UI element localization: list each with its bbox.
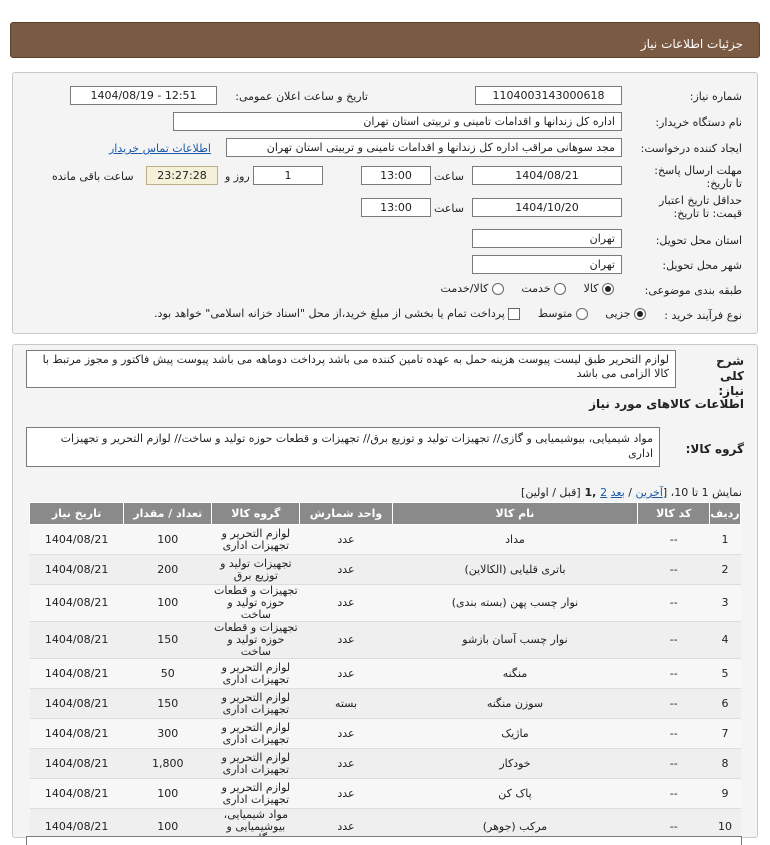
treasury-checkbox[interactable] [508, 308, 520, 320]
item-qty: 150 [124, 622, 212, 659]
announce-label: تاریخ و ساعت اعلان عمومی: [235, 90, 368, 103]
deadline-time-label: ساعت [434, 170, 464, 183]
row-number: 7 [710, 719, 741, 749]
item-code: -- [638, 689, 710, 719]
item-unit: عدد [300, 749, 392, 779]
item-code: -- [638, 809, 710, 845]
item-date: 1404/08/21 [30, 555, 124, 585]
pager-prefix: نمایش 1 تا 10، [ [662, 486, 742, 499]
item-group: لوازم التحریر و تجهیزات اداری [212, 525, 300, 555]
goods-group-label: گروه کالا: [685, 442, 744, 456]
item-unit: عدد [300, 809, 392, 845]
row-number: 5 [710, 659, 741, 689]
table-row[interactable] [30, 749, 741, 779]
col-group: گروه کالا [212, 503, 300, 525]
goods-table [29, 502, 741, 845]
item-name: سوزن منگنه [392, 689, 638, 719]
item-name: مداد [392, 525, 638, 555]
item-qty: 300 [124, 719, 212, 749]
item-unit: عدد [300, 525, 392, 555]
validity-label: حداقل تاریخ اعتبار قیمت: تا تاریخ: [658, 194, 742, 220]
item-code: -- [638, 749, 710, 779]
row-number: 8 [710, 749, 741, 779]
item-group: لوازم التحریر و تجهیزات اداری [212, 689, 300, 719]
deadline-date-field: 1404/08/21 [472, 166, 622, 185]
pager-page-2[interactable]: 2 [600, 486, 608, 499]
item-group: لوازم التحریر و تجهیزات اداری [212, 659, 300, 689]
pager-suffix: [قبل / اولین] [521, 486, 581, 499]
row-number: 4 [710, 622, 741, 659]
page-title: جزئیات اطلاعات نیاز [640, 37, 743, 51]
remaining-label: ساعت باقی مانده [52, 170, 134, 183]
need-number-label: شماره نیاز: [689, 90, 742, 103]
row-number: 3 [710, 585, 741, 622]
item-name: پاک کن [392, 779, 638, 809]
next-section-box [26, 836, 742, 845]
item-date: 1404/08/21 [30, 659, 124, 689]
item-code: -- [638, 659, 710, 689]
col-name: نام کالا [392, 503, 638, 525]
table-row[interactable] [30, 585, 741, 622]
col-qty: تعداد / مقدار [124, 503, 212, 525]
item-unit: عدد [300, 779, 392, 809]
category-service-radio[interactable] [554, 283, 566, 295]
item-qty: 100 [124, 809, 212, 845]
item-group: تجهیزات و قطعات حوزه تولید و ساخت [212, 585, 300, 622]
item-code: -- [638, 555, 710, 585]
days-field: 1 [253, 166, 323, 185]
table-row[interactable] [30, 622, 741, 659]
days-label: روز و [225, 170, 250, 183]
item-qty: 100 [124, 525, 212, 555]
item-qty: 200 [124, 555, 212, 585]
item-qty: 150 [124, 689, 212, 719]
item-date: 1404/08/21 [30, 525, 124, 555]
row-number: 9 [710, 779, 741, 809]
contact-buyer-link[interactable]: اطلاعات تماس خریدار [109, 142, 211, 155]
process-label: نوع فرآیند خرید : [664, 309, 742, 322]
category-goods-service-label: کالا/خدمت [440, 282, 489, 295]
buyer-label: نام دستگاه خریدار: [655, 116, 742, 129]
item-code: -- [638, 585, 710, 622]
item-qty: 100 [124, 779, 212, 809]
row-number: 10 [710, 809, 741, 845]
table-row[interactable] [30, 525, 741, 555]
description-label: شرح کلی نیاز: [716, 354, 744, 398]
item-date: 1404/08/21 [30, 809, 124, 845]
validity-time-label: ساعت [434, 202, 464, 215]
pager-last-link[interactable]: آخرین [635, 486, 663, 499]
buyer-field: اداره کل زندانها و اقدامات تامینی و تربیتی استان تهران [173, 112, 622, 131]
item-unit: بسته [300, 689, 392, 719]
item-code: -- [638, 719, 710, 749]
item-unit: عدد [300, 622, 392, 659]
item-unit: عدد [300, 659, 392, 689]
item-group: لوازم التحریر و تجهیزات اداری [212, 749, 300, 779]
row-number: 2 [710, 555, 741, 585]
table-row[interactable] [30, 689, 741, 719]
item-date: 1404/08/21 [30, 585, 124, 622]
process-options [154, 307, 646, 320]
pager-page-1: ,1 [580, 486, 601, 499]
table-row[interactable] [30, 719, 741, 749]
description-text: لوازم التحریر طبق لیست پیوست هزینه حمل به عهده تامین کننده می باشد پرداخت دوماهه می باشد پیوست پیش فاکتور و مجوز مرتبط با کالا الزامی می باشد [26, 350, 676, 388]
pager-next-link[interactable]: بعد [610, 486, 625, 499]
col-code: کد کالا [638, 503, 710, 525]
process-medium-radio[interactable] [576, 308, 588, 320]
category-goods-radio[interactable] [602, 283, 614, 295]
row-number: 6 [710, 689, 741, 719]
table-row[interactable] [30, 555, 741, 585]
payment-note: پرداخت تمام یا بخشی از مبلغ خرید،از محل "اسناد خزانه اسلامی" خواهد بود. [154, 307, 505, 320]
province-label: استان محل تحویل: [655, 234, 742, 247]
item-date: 1404/08/21 [30, 749, 124, 779]
col-unit: واحد شمارش [300, 503, 392, 525]
item-qty: 100 [124, 585, 212, 622]
item-group: مواد شیمیایی، بیوشیمیایی و [212, 809, 300, 845]
table-row[interactable] [30, 779, 741, 809]
category-goods-service-radio[interactable] [492, 283, 504, 295]
category-radios [441, 282, 614, 295]
item-code: -- [638, 525, 710, 555]
item-date: 1404/08/21 [30, 622, 124, 659]
item-name: منگنه [392, 659, 638, 689]
process-partial-label: جزیی [605, 307, 631, 320]
item-date: 1404/08/21 [30, 779, 124, 809]
item-unit: عدد [300, 585, 392, 622]
need-number-field: 1104003143000618 [475, 86, 622, 105]
province-field: تهران [472, 229, 622, 248]
item-date: 1404/08/21 [30, 719, 124, 749]
category-label: طبقه بندی موضوعی: [644, 284, 742, 297]
item-name: خودکار [392, 749, 638, 779]
process-partial-radio[interactable] [634, 308, 646, 320]
item-name: باتری قلیایی (الکالاین) [392, 555, 638, 585]
requester-label: ایجاد کننده درخواست: [640, 142, 742, 155]
page-header [10, 22, 760, 58]
table-row[interactable] [30, 659, 741, 689]
announce-field: 1404/08/19 - 12:51 [70, 86, 217, 105]
item-qty: 1,800 [124, 749, 212, 779]
item-name: نوار چسب پهن (بسته بندی) [392, 585, 638, 622]
city-label: شهر محل تحویل: [662, 259, 742, 272]
item-group: تجهیزات تولید و توزیع برق [212, 555, 300, 585]
item-group: تجهیزات و قطعات حوزه تولید و ساخت [212, 622, 300, 659]
item-name: ماژیک [392, 719, 638, 749]
deadline-time-field: 13:00 [361, 166, 431, 185]
row-number: 1 [710, 525, 741, 555]
item-date: 1404/08/21 [30, 689, 124, 719]
goods-info-title: اطلاعات کالاهای مورد نیاز [589, 397, 744, 411]
process-medium-label: متوسط [537, 307, 573, 320]
table-header-row [30, 503, 741, 525]
pagination [521, 486, 742, 499]
item-qty: 50 [124, 659, 212, 689]
item-name: مرکب (جوهر) [392, 809, 638, 845]
validity-date-field: 1404/10/20 [472, 198, 622, 217]
category-service-label: خدمت [521, 282, 551, 295]
item-unit: عدد [300, 719, 392, 749]
remaining-time: 23:27:28 [146, 166, 218, 185]
item-group: لوازم التحریر و تجهیزات اداری [212, 719, 300, 749]
item-unit: عدد [300, 555, 392, 585]
item-code: -- [638, 779, 710, 809]
city-field: تهران [472, 255, 622, 274]
col-row: ردیف [710, 503, 741, 525]
validity-time-field: 13:00 [361, 198, 431, 217]
category-goods-label: کالا [583, 282, 599, 295]
item-group: لوازم التحریر و تجهیزات اداری [212, 779, 300, 809]
col-date: تاریخ نیاز [30, 503, 124, 525]
pager-sep: / [624, 486, 636, 499]
goods-group-text: مواد شیمیایی، بیوشیمیایی و گازی// تجهیزات تولید و توزیع برق// تجهیزات و قطعات حوزه تولید و ساخت// لوازم التحریر و تجهیزات اداری [26, 427, 660, 467]
item-code: -- [638, 622, 710, 659]
item-name: نوار چسب آسان بازشو [392, 622, 638, 659]
requester-field: مجد سوهانی مراقب اداره کل زندانها و اقدامات تامینی و تربیتی استان تهران [226, 138, 622, 157]
deadline-label: مهلت ارسال پاسخ: تا تاریخ: [654, 164, 742, 190]
